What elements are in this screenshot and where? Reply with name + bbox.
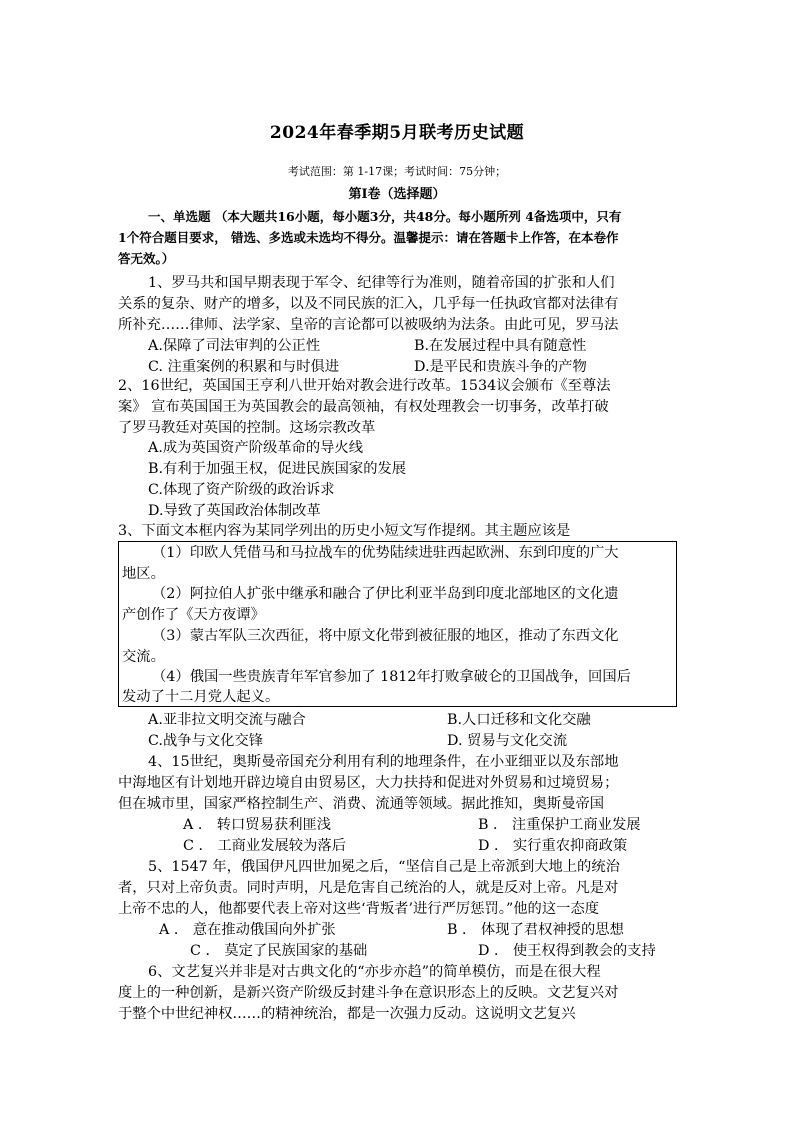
question-4-option-c[interactable]: C ． 工商业发展较为落后 bbox=[183, 838, 346, 854]
outline-line: （3）蒙古军队三次西征，将中原文化带到被征服的地区，推动了东西文化 bbox=[152, 628, 619, 644]
instruction-line: 一、单选题 （本大题共16小题，每小题3分，共48分。每小题所列 4备选项中，只有 bbox=[148, 209, 622, 224]
question-3-stem: 3、下面文本框内容为某同学列出的历史小短文写作提纲。其主题应该是 bbox=[118, 523, 571, 539]
question-1-stem: 所补充……律师、法学家、皇帝的言论都可以被吸纳为法条。由此可见，罗马法 bbox=[118, 317, 619, 333]
volume-heading: 第Ⅰ卷（选择题） bbox=[348, 187, 446, 202]
question-3-option-d[interactable]: D. 贸易与文化交流 bbox=[447, 733, 568, 749]
question-5-option-a[interactable]: A ． 意在推动俄国向外扩张 bbox=[159, 922, 336, 938]
question-5-option-c[interactable]: C ． 莫定了民族国家的基础 bbox=[190, 943, 368, 959]
question-6-stem: 度上的一种创新，是新兴资产阶级反封建斗争在意识形态上的反映。文艺复兴对 bbox=[118, 985, 619, 1001]
question-1-option-c[interactable]: C. 注重案例的积累和与时俱进 bbox=[148, 359, 340, 375]
question-2-stem: 2、16世纪，英国国王亨利八世开始对教会进行改革。1534议会颁布《至尊法 bbox=[118, 378, 611, 394]
outline-line: 交流。 bbox=[122, 649, 165, 665]
question-3-option-b[interactable]: B.人口迁移和文化交融 bbox=[447, 712, 591, 728]
outline-line: （1）印欧人凭借马和马拉战车的优势陆续进驻西起欧洲、东到印度的广大 bbox=[152, 545, 619, 561]
question-4-stem: 4、15世纪，奥斯曼帝国充分利用有利的地理条件，在小亚细亚以及东部地 bbox=[148, 754, 619, 770]
question-2-option-c[interactable]: C.体现了资产阶级的政治诉求 bbox=[148, 482, 335, 498]
instruction-line: 1个符合题目要求， 错选、多选或未选均不得分。温馨提示：请在答题卡上作答，在本卷作 bbox=[118, 230, 619, 245]
question-4-option-a[interactable]: A ． 转口贸易获利匪浅 bbox=[183, 817, 332, 833]
question-4-stem: 但在城市里，国家严格控制生产、消费、流通等领域。据此推知，奥斯曼帝国 bbox=[118, 796, 605, 812]
question-1-option-d[interactable]: D.是平民和贵族斗争的产物 bbox=[414, 359, 587, 375]
outline-line: 产创作了《天方夜谭》 bbox=[122, 607, 265, 623]
question-5-stem: 5、1547 年，俄国伊凡四世加冕之后，“坚信自己是上帝派到大地上的统治 bbox=[148, 859, 620, 875]
question-5-stem: 者，只对上帝负责。同时声明，凡是危害自己统治的人，就是反对上帝。凡是对 bbox=[118, 880, 619, 896]
question-5-option-b[interactable]: B ． 体现了君权神授的思想 bbox=[447, 922, 624, 938]
question-3-option-a[interactable]: A.亚非拉文明交流与融合 bbox=[148, 712, 306, 728]
page-title: 2024年春季期5月联考历史试题 bbox=[269, 123, 525, 143]
question-4-stem: 中海地区有计划地开辟边境自由贸易区，大力扶持和促进对外贸易和过境贸易； bbox=[118, 775, 619, 791]
question-2-stem: 案》 宣布英国国王为英国教会的最高领袖，有权处理教会一切事务，改革打破 bbox=[118, 399, 609, 415]
outline-line: 地区。 bbox=[122, 566, 165, 582]
exam-meta: 考试范围：第 1-17课；考试时间：75分钟； bbox=[287, 165, 507, 178]
question-6-stem: 于整个中世纪神权……的精神统治，都是一次强力反动。这说明文艺复兴 bbox=[118, 1006, 576, 1022]
question-4-option-b[interactable]: B ． 注重保护工商业发展 bbox=[478, 817, 641, 833]
instruction-line: 答无效。） bbox=[118, 251, 175, 266]
question-1-option-b[interactable]: B.在发展过程中具有随意性 bbox=[414, 338, 587, 354]
question-1-option-a[interactable]: A.保障了司法审判的公正性 bbox=[148, 338, 321, 354]
question-2-stem: 了罗马教廷对英国的控制。这场宗教改革 bbox=[118, 420, 376, 436]
question-6-stem: 6、文艺复兴并非是对古典文化的“亦步亦趋”的简单模仿，而是在很大程 bbox=[148, 964, 601, 980]
question-2-option-d[interactable]: D.导致了英国政治体制改革 bbox=[148, 503, 321, 519]
question-2-option-a[interactable]: A.成为英国资产阶级革命的导火线 bbox=[148, 440, 364, 456]
question-1-stem: 1、罗马共和国早期表现于军令、纪律等行为准则，随着帝国的扩张和人们 bbox=[148, 275, 615, 291]
outline-line: （2）阿拉伯人扩张中继承和融合了伊比利亚半岛到印度北部地区的文化遗 bbox=[152, 586, 619, 602]
question-5-option-d[interactable]: D ． 使王权得到教会的支持 bbox=[478, 943, 656, 959]
question-3-option-c[interactable]: C.战争与文化交锋 bbox=[148, 733, 264, 749]
outline-line: 发动了十二月党人起义。 bbox=[122, 689, 280, 705]
question-1-stem: 关系的复杂、财产的增多，以及不同民族的汇入，几乎每一任执政官都对法律有 bbox=[118, 296, 619, 312]
question-2-option-b[interactable]: B.有利于加强王权，促进民族国家的发展 bbox=[148, 461, 407, 477]
question-5-stem: 上帝不忠的人，他都要代表上帝对这些‘背叛者’进行严厉惩罚。”他的这一态度 bbox=[118, 901, 600, 917]
question-4-option-d[interactable]: D ． 实行重农抑商政策 bbox=[478, 838, 628, 854]
outline-line: （4）俄国一些贵族青年军官参加了 1812年打败拿破仑的卫国战争，回国后 bbox=[152, 669, 631, 685]
